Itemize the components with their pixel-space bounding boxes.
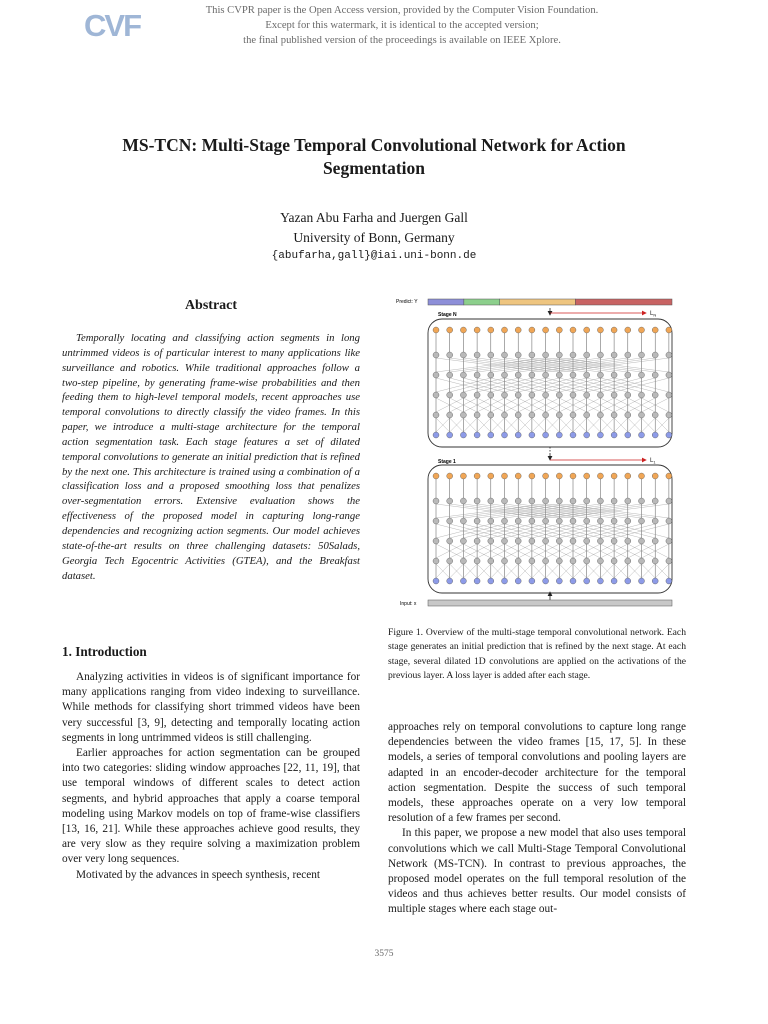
input-node: [433, 578, 439, 584]
hidden-node: [460, 412, 466, 418]
body-paragraph: In this paper, we propose a new model that also uses temporal convolutions which we call Multi-Stage Temporal Convolutional Network (MS-TCN). In contrast to previous approaches, the proposed model operates on the full temporal resolution of the videos and thus achieves better results. Our model consists of multiple stages where each stage out-: [388, 827, 686, 916]
hidden-node: [515, 518, 521, 524]
output-node: [584, 327, 590, 333]
hidden-node: [556, 538, 562, 544]
output-node: [597, 327, 603, 333]
hidden-node: [543, 538, 549, 544]
hidden-node: [488, 558, 494, 564]
hidden-node: [543, 392, 549, 398]
hidden-node: [543, 372, 549, 378]
hidden-node: [597, 538, 603, 544]
input-node: [433, 432, 439, 438]
stage-n-label: Stage N: [438, 312, 457, 318]
hidden-node: [488, 352, 494, 358]
hidden-node: [474, 372, 480, 378]
hidden-node: [488, 518, 494, 524]
output-node: [515, 327, 521, 333]
hidden-node: [652, 558, 658, 564]
hidden-node: [611, 558, 617, 564]
hidden-node: [639, 372, 645, 378]
hidden-node: [652, 538, 658, 544]
hidden-node: [543, 558, 549, 564]
output-node: [502, 473, 508, 479]
output-node: [597, 473, 603, 479]
hidden-node: [529, 538, 535, 544]
hidden-node: [433, 412, 439, 418]
hidden-node: [666, 538, 672, 544]
stage-1-label: Stage 1: [438, 459, 456, 465]
input-node: [488, 432, 494, 438]
hidden-node: [625, 538, 631, 544]
input-label: Input: x: [400, 601, 417, 607]
output-node: [639, 473, 645, 479]
hidden-node: [597, 392, 603, 398]
input-node: [447, 578, 453, 584]
input-node: [584, 432, 590, 438]
hidden-node: [584, 412, 590, 418]
open-access-watermark: [150, 3, 654, 48]
hidden-node: [625, 558, 631, 564]
hidden-node: [570, 518, 576, 524]
hidden-node: [529, 392, 535, 398]
hidden-node: [460, 372, 466, 378]
loss-1-label: $L_1$: [650, 458, 656, 465]
hidden-node: [474, 518, 480, 524]
input-node: [488, 578, 494, 584]
hidden-node: [570, 352, 576, 358]
input-node: [611, 578, 617, 584]
hidden-node: [474, 412, 480, 418]
input-node: [652, 432, 658, 438]
introduction-body: [62, 670, 360, 883]
cvf-logo: [84, 6, 142, 42]
hidden-node: [625, 392, 631, 398]
hidden-node: [515, 498, 521, 504]
hidden-node: [625, 498, 631, 504]
hidden-node: [597, 558, 603, 564]
hidden-node: [639, 498, 645, 504]
hidden-node: [556, 558, 562, 564]
hidden-node: [570, 558, 576, 564]
output-node: [529, 473, 535, 479]
hidden-node: [570, 498, 576, 504]
input-node: [652, 578, 658, 584]
hidden-node: [543, 412, 549, 418]
hidden-node: [515, 558, 521, 564]
output-node: [625, 473, 631, 479]
predict-label: Predict: Y: [396, 299, 418, 305]
hidden-node: [543, 352, 549, 358]
input-node: [666, 578, 672, 584]
hidden-node: [447, 412, 453, 418]
input-node: [515, 432, 521, 438]
hidden-node: [611, 352, 617, 358]
input-node: [639, 578, 645, 584]
prediction-segment: [500, 299, 576, 305]
hidden-node: [652, 352, 658, 358]
input-node: [474, 578, 480, 584]
hidden-node: [611, 498, 617, 504]
hidden-node: [502, 518, 508, 524]
hidden-node: [666, 372, 672, 378]
input-node: [460, 578, 466, 584]
hidden-node: [488, 498, 494, 504]
output-node: [474, 473, 480, 479]
hidden-node: [584, 558, 590, 564]
hidden-node: [433, 558, 439, 564]
watermark-line: This CVPR paper is the Open Access version, provided by the Computer Vision Foundation.: [205, 5, 599, 16]
loss-n-label: $L_N$: [650, 311, 657, 318]
right-column-body: [388, 720, 686, 918]
hidden-node: [639, 352, 645, 358]
hidden-node: [433, 498, 439, 504]
hidden-node: [502, 412, 508, 418]
hidden-node: [611, 372, 617, 378]
hidden-node: [474, 392, 480, 398]
hidden-node: [556, 498, 562, 504]
hidden-node: [666, 498, 672, 504]
page-number: 3575: [374, 949, 394, 959]
output-node: [543, 473, 549, 479]
input-node: [529, 578, 535, 584]
hidden-node: [556, 518, 562, 524]
hidden-node: [611, 518, 617, 524]
hidden-node: [584, 498, 590, 504]
intro-paragraph: Motivated by the advances in speech synthesis, recent: [76, 868, 321, 881]
hidden-node: [460, 538, 466, 544]
output-node: [570, 473, 576, 479]
introduction-heading: 1. Introduction: [62, 644, 147, 659]
hidden-node: [447, 518, 453, 524]
output-node: [433, 473, 439, 479]
hidden-node: [652, 412, 658, 418]
hidden-node: [433, 392, 439, 398]
hidden-node: [639, 538, 645, 544]
prediction-segment: [428, 299, 464, 305]
output-node: [447, 473, 453, 479]
hidden-node: [474, 538, 480, 544]
hidden-node: [556, 372, 562, 378]
hidden-node: [639, 558, 645, 564]
cvf-logo-text: CVF: [84, 8, 140, 42]
hidden-node: [556, 412, 562, 418]
hidden-node: [625, 352, 631, 358]
intro-paragraph: Analyzing activities in videos is of significant importance for many applications ranging from video indexing to surveillance. While methods for classifying short trimmed videos have been very successful [3, 9], detecting and temporally locating action segments in long untrimmed videos is still challenging.: [62, 671, 360, 744]
watermark-line: the final published version of the proceedings is available on IEEE Xplore.: [243, 35, 561, 46]
output-node: [433, 327, 439, 333]
output-node: [666, 327, 672, 333]
hidden-node: [502, 352, 508, 358]
hidden-node: [502, 392, 508, 398]
input-node: [584, 578, 590, 584]
input-node: [556, 578, 562, 584]
hidden-node: [639, 412, 645, 418]
hidden-node: [556, 352, 562, 358]
body-paragraph: approaches rely on temporal convolutions to capture long range dependencies between the video frames [15, 17, 5]. In these models, a series of temporal convolutions and pooling layers are adapted in an encoder-decoder architecture for the temporal action segmentation. Despite the success of such temporal models, these approaches operate on a very low temporal resolution of a few frames per second.: [388, 721, 686, 825]
output-node: [652, 473, 658, 479]
hidden-node: [460, 558, 466, 564]
input-node: [502, 432, 508, 438]
hidden-node: [543, 518, 549, 524]
output-node: [488, 473, 494, 479]
input-node: [529, 432, 535, 438]
input-node: [639, 432, 645, 438]
input-node: [666, 432, 672, 438]
input-node: [597, 578, 603, 584]
output-node: [474, 327, 480, 333]
hidden-node: [502, 498, 508, 504]
abstract-heading: Abstract: [184, 298, 238, 313]
hidden-node: [597, 352, 603, 358]
hidden-node: [529, 558, 535, 564]
output-node: [529, 327, 535, 333]
hidden-node: [652, 392, 658, 398]
hidden-node: [597, 518, 603, 524]
hidden-node: [474, 558, 480, 564]
hidden-node: [570, 538, 576, 544]
hidden-node: [515, 372, 521, 378]
intro-paragraph: Earlier approaches for action segmentation can be grouped into two categories: sliding window approaches [22, 11, 19], that use temporal windows of different scales to detect action segments, and hybrid approaches that apply a coarse temporal modeling using Markov models on top of frame-wise classifiers [13, 16, 21]. While these approaches achieve good results, they are very slow as they require solving a maximization problem over very long sequences.: [62, 747, 360, 866]
input-node: [543, 578, 549, 584]
hidden-node: [515, 538, 521, 544]
figure-1-architecture-diagram: [388, 295, 686, 613]
hidden-node: [625, 518, 631, 524]
input-node: [570, 432, 576, 438]
output-node: [502, 327, 508, 333]
hidden-node: [597, 498, 603, 504]
hidden-node: [611, 412, 617, 418]
hidden-node: [488, 372, 494, 378]
output-node: [460, 327, 466, 333]
hidden-node: [666, 392, 672, 398]
stage-n-block: [428, 319, 672, 447]
hidden-node: [474, 498, 480, 504]
output-node: [611, 473, 617, 479]
hidden-node: [433, 372, 439, 378]
input-node: [474, 432, 480, 438]
output-node: [460, 473, 466, 479]
hidden-node: [447, 352, 453, 358]
hidden-node: [570, 412, 576, 418]
hidden-node: [433, 538, 439, 544]
hidden-node: [597, 372, 603, 378]
hidden-node: [639, 392, 645, 398]
prediction-segment: [575, 299, 672, 305]
output-node: [556, 327, 562, 333]
prediction-bar: [428, 299, 672, 305]
hidden-node: [460, 392, 466, 398]
input-node: [502, 578, 508, 584]
input-node: [460, 432, 466, 438]
hidden-node: [652, 518, 658, 524]
output-node: [625, 327, 631, 333]
input-node: [625, 578, 631, 584]
hidden-node: [447, 558, 453, 564]
input-node: [570, 578, 576, 584]
hidden-node: [529, 412, 535, 418]
hidden-node: [570, 372, 576, 378]
author-affiliation: University of Bonn, Germany: [293, 229, 455, 245]
hidden-node: [447, 392, 453, 398]
output-node: [611, 327, 617, 333]
hidden-node: [502, 372, 508, 378]
output-node: [652, 327, 658, 333]
hidden-node: [584, 352, 590, 358]
hidden-node: [502, 538, 508, 544]
hidden-node: [652, 498, 658, 504]
hidden-node: [666, 352, 672, 358]
hidden-node: [515, 352, 521, 358]
output-node: [570, 327, 576, 333]
hidden-node: [666, 518, 672, 524]
hidden-node: [529, 498, 535, 504]
stage-1-block: [428, 465, 672, 593]
hidden-node: [625, 372, 631, 378]
hidden-node: [625, 412, 631, 418]
hidden-node: [474, 352, 480, 358]
output-node: [584, 473, 590, 479]
hidden-node: [433, 518, 439, 524]
hidden-node: [447, 498, 453, 504]
watermark-line: Except for this watermark, it is identical to the accepted version;: [265, 20, 539, 31]
hidden-node: [460, 352, 466, 358]
hidden-node: [584, 538, 590, 544]
input-node: [611, 432, 617, 438]
output-node: [556, 473, 562, 479]
hidden-node: [666, 412, 672, 418]
author-email: {abufarha,gall}@iai.uni-bonn.de: [271, 250, 477, 262]
hidden-node: [584, 392, 590, 398]
input-node: [597, 432, 603, 438]
hidden-node: [597, 412, 603, 418]
input-node: [543, 432, 549, 438]
hidden-node: [584, 518, 590, 524]
abstract-text: Temporally locating and classifying action segments in long untrimmed videos is of particular interest to many applications like surveillance and robotics. While traditional approaches follow a two-step pipeline, by generating frame-wise probabilities and then feeding them to high-level temporal models, recent approaches use temporal convolutions to directly classify the video frames. In this paper, we introduce a multi-stage architecture for the temporal action segmentation task. Each stage features a set of dilated temporal convolutions to generate an initial prediction that is refined by the next one. This architecture is trained using a combination of a classification loss and a proposed smoothing loss that penalizes over-segmentation errors. Extensive evaluation shows the effectiveness of the proposed model in capturing long-range dependencies and recognizing action segments. Our model achieves state-of-the-art results on three challenging datasets: 50Salads, Georgia Tech Egocentric Activities (GTEA), and the Breakfast dataset.: [62, 332, 360, 582]
hidden-node: [460, 518, 466, 524]
hidden-node: [529, 372, 535, 378]
input-features-bar: [428, 600, 672, 606]
hidden-node: [529, 352, 535, 358]
paper-title: MS-TCN: Multi-Stage Temporal Convolutional Network for Action Segmentation: [122, 135, 626, 178]
hidden-node: [515, 392, 521, 398]
hidden-node: [611, 538, 617, 544]
hidden-node: [488, 392, 494, 398]
figure-1-caption: Figure 1. Overview of the multi-stage temporal convolutional network. Each stage generates an initial prediction that is refined by the next stage. At each stage, several dilated 1D convolutions are applied on the activations of the previous layer. A loss layer is added after each stage.: [388, 627, 686, 682]
hidden-node: [515, 412, 521, 418]
hidden-node: [502, 558, 508, 564]
output-node: [543, 327, 549, 333]
output-node: [488, 327, 494, 333]
hidden-node: [488, 412, 494, 418]
hidden-node: [639, 518, 645, 524]
output-node: [666, 473, 672, 479]
input-node: [625, 432, 631, 438]
hidden-node: [652, 372, 658, 378]
hidden-node: [556, 392, 562, 398]
hidden-node: [460, 498, 466, 504]
output-node: [639, 327, 645, 333]
hidden-node: [529, 518, 535, 524]
hidden-node: [447, 372, 453, 378]
hidden-node: [584, 372, 590, 378]
hidden-node: [433, 352, 439, 358]
hidden-node: [447, 538, 453, 544]
input-node: [515, 578, 521, 584]
input-node: [447, 432, 453, 438]
input-node: [556, 432, 562, 438]
hidden-node: [570, 392, 576, 398]
hidden-node: [543, 498, 549, 504]
hidden-node: [488, 538, 494, 544]
hidden-node: [611, 392, 617, 398]
output-node: [515, 473, 521, 479]
author-block: [150, 208, 598, 267]
output-node: [447, 327, 453, 333]
author-names: Yazan Abu Farha and Juergen Gall: [280, 210, 468, 225]
hidden-node: [666, 558, 672, 564]
prediction-segment: [464, 299, 500, 305]
